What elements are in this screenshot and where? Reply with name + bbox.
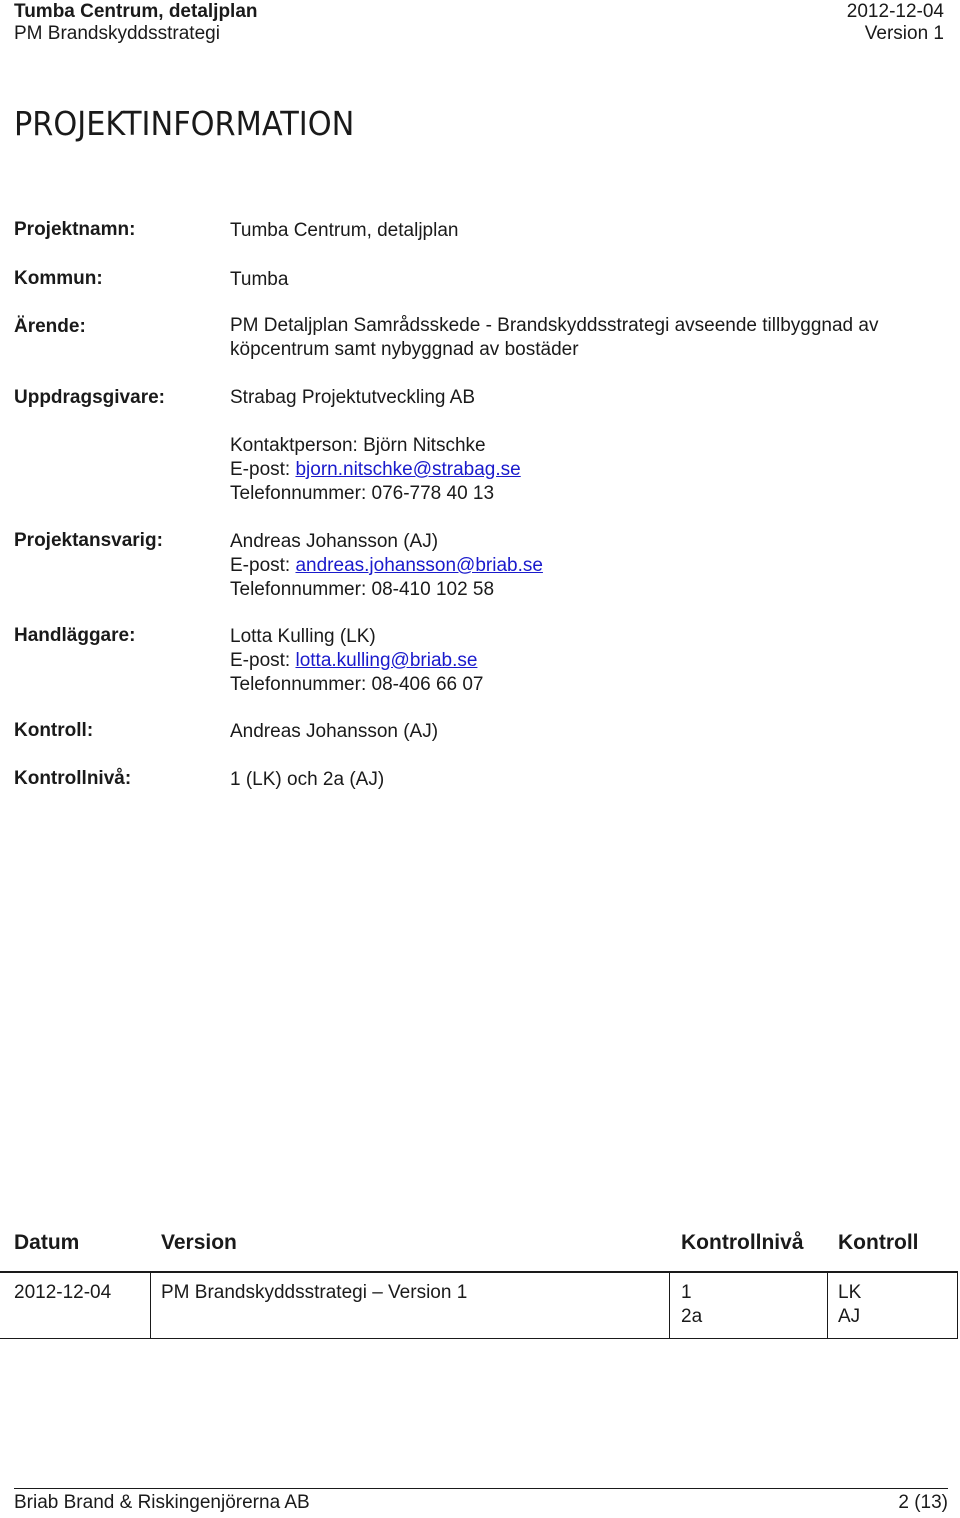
table-col-divider [957, 1272, 958, 1339]
projektnamn-label: Projektnamn: [14, 219, 136, 240]
projektansvarig-email-link[interactable]: andreas.johansson@briab.se [295, 555, 543, 576]
table-cell-kontroll-2: AJ [838, 1306, 861, 1327]
table-col-divider [150, 1272, 151, 1339]
email-prefix: E-post: [230, 650, 296, 671]
kontrollniva-value: 1 (LK) och 2a (AJ) [230, 769, 385, 790]
header-document-name: PM Brandskyddsstrategi [14, 23, 220, 44]
table-header-version: Version [161, 1231, 237, 1254]
handlaggare-email-row [230, 649, 477, 673]
table-bottom-border [0, 1338, 958, 1339]
arende-value-line2: köpcentrum samt nybyggnad av bostäder [230, 339, 579, 360]
table-header-kontroll: Kontroll [838, 1231, 919, 1254]
uppdragsgivare-contact: Kontaktperson: Björn Nitschke [230, 435, 486, 456]
header-version: Version 1 [864, 23, 944, 44]
email-prefix: E-post: [230, 459, 296, 480]
arende-value-line1: PM Detaljplan Samrådsskede - Brandskyddsstrategi avseende tillbyggnad av [230, 315, 879, 336]
uppdragsgivare-email-link[interactable]: bjorn.nitschke@strabag.se [295, 459, 521, 480]
uppdragsgivare-value: Strabag Projektutveckling AB [230, 387, 476, 408]
kontroll-label: Kontroll: [14, 720, 94, 741]
table-cell-kontrollniva-2: 2a [681, 1306, 703, 1327]
footer-page-number: 2 (13) [898, 1492, 948, 1513]
table-cell-version: PM Brandskyddsstrategi – Version 1 [161, 1282, 468, 1303]
kontroll-value: Andreas Johansson (AJ) [230, 721, 439, 742]
table-col-divider [669, 1272, 670, 1339]
table-header-datum: Datum [14, 1231, 80, 1254]
email-prefix: E-post: [230, 555, 296, 576]
projektansvarig-phone: Telefonnummer: 08-410 102 58 [230, 579, 495, 600]
handlaggare-phone: Telefonnummer: 08-406 66 07 [230, 674, 484, 695]
kontrollniva-label: Kontrollnivå: [14, 768, 132, 789]
table-col-divider [827, 1272, 828, 1339]
table-header-kontrollniva: Kontrollnivå [681, 1231, 804, 1254]
header-date: 2012-12-04 [846, 1, 944, 22]
handlaggare-email-link[interactable]: lotta.kulling@briab.se [295, 650, 478, 671]
uppdragsgivare-phone: Telefonnummer: 076-778 40 13 [230, 483, 495, 504]
table-cell-kontrollniva-1: 1 [681, 1282, 692, 1303]
table-cell-datum: 2012-12-04 [14, 1282, 112, 1303]
kommun-value: Tumba [230, 269, 289, 290]
projektansvarig-email-row [230, 554, 543, 578]
kommun-label: Kommun: [14, 268, 103, 289]
projektansvarig-label: Projektansvarig: [14, 530, 163, 551]
projektnamn-value: Tumba Centrum, detaljplan [230, 220, 459, 241]
projektansvarig-name: Andreas Johansson (AJ) [230, 531, 439, 552]
uppdragsgivare-label: Uppdragsgivare: [14, 387, 165, 408]
handlaggare-label: Handläggare: [14, 625, 136, 646]
page-title: PROJEKTINFORMATION [14, 104, 355, 143]
header-project-title: Tumba Centrum, detaljplan [14, 1, 258, 22]
handlaggare-name: Lotta Kulling (LK) [230, 626, 376, 647]
uppdragsgivare-email-row [230, 458, 521, 482]
footer-divider [14, 1488, 948, 1489]
table-cell-kontroll-1: LK [838, 1282, 862, 1303]
arende-label: Ärende: [14, 316, 86, 337]
footer-company: Briab Brand & Riskingenjörerna AB [14, 1492, 310, 1513]
table-top-border [0, 1271, 958, 1273]
